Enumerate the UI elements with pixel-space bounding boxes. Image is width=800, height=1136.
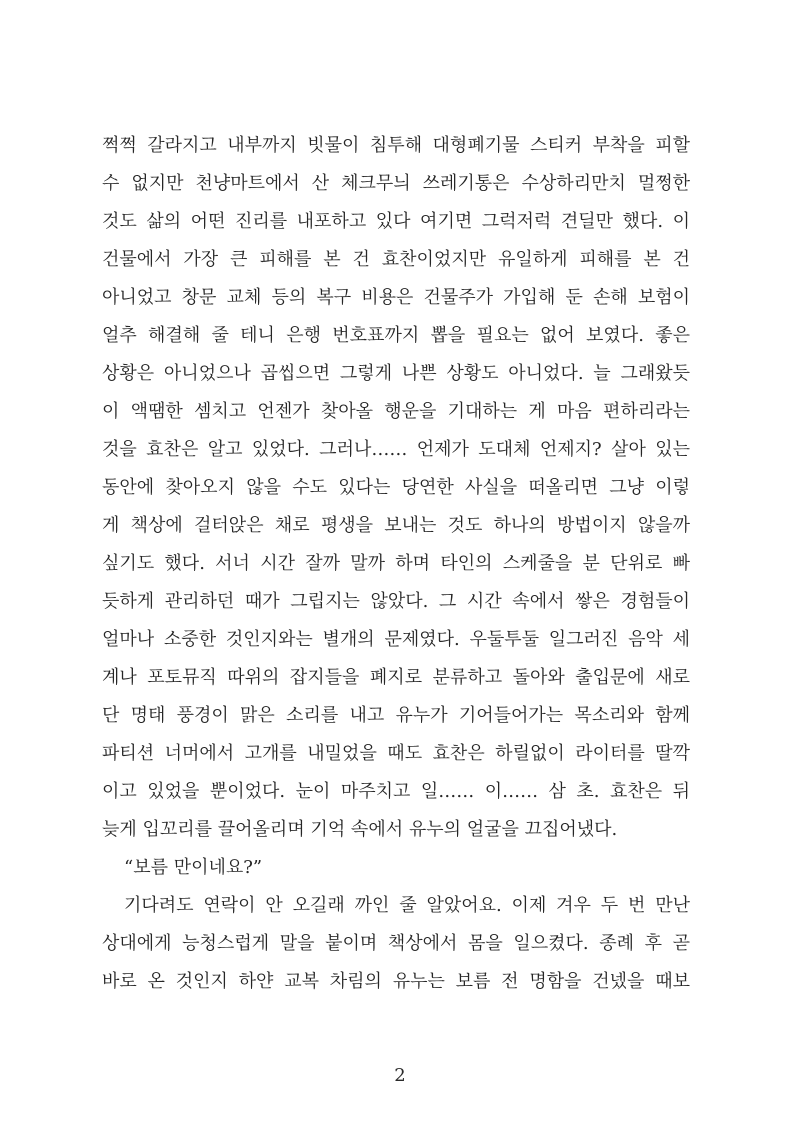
text-line: 단 명태 풍경이 맑은 소리를 내고 유누가 기어들어가는 목소리와 함께 <box>102 705 690 726</box>
text-line: 상황은 아니었으나 곱씹으면 그렇게 나쁜 상황도 아니었다. 늘 그래왔듯 <box>102 363 690 384</box>
text-block <box>102 127 690 1001</box>
text-line: 이 액땜한 셈치고 언젠가 찾아올 행운을 기대하는 게 마음 편하리라는 <box>102 401 690 422</box>
text-line: 얼마나 소중한 것인지와는 별개의 문제였다. 우둘투둘 일그러진 음악 세 <box>102 629 690 650</box>
text-line: 상대에게 능청스럽게 말을 붙이며 책상에서 몸을 일으켰다. 종례 후 곧 <box>102 933 690 954</box>
text-line: 아니었고 창문 교체 등의 복구 비용은 건물주가 가입해 둔 손해 보험이 <box>102 287 690 308</box>
paragraph-dialogue <box>102 849 690 887</box>
paragraph-body <box>102 887 690 1001</box>
text-line: 동안에 찾아오지 않을 수도 있다는 당연한 사실을 떠올리면 그냥 이렇 <box>102 477 690 498</box>
text-line: 얼추 해결해 줄 테니 은행 번호표까지 뽑을 필요는 없어 보였다. 좋은 <box>102 325 690 346</box>
text-line: 듯하게 관리하던 때가 그립지는 않았다. 그 시간 속에서 쌓은 경험들이 <box>102 591 690 612</box>
paragraph-body <box>102 127 690 849</box>
text-line: 게 책상에 걸터앉은 채로 평생을 보내는 것도 하나의 방법이지 않을까 <box>102 515 690 536</box>
page-number: 2 <box>394 1065 406 1086</box>
text-line: 것을 효찬은 알고 있었다. 그러나…… 언제가 도대체 언제지? 살아 있는 <box>102 439 690 460</box>
text-line: 싶기도 했다. 서너 시간 잘까 말까 하며 타인의 스케줄을 분 단위로 빠 <box>102 553 690 574</box>
text-line: 쩍쩍 갈라지고 내부까지 빗물이 침투해 대형폐기물 스티커 부착을 피할 <box>102 135 690 156</box>
text-line: 파티션 너머에서 고개를 내밀었을 때도 효찬은 하릴없이 라이터를 딸깍 <box>102 743 690 764</box>
text-line: 기다려도 연락이 안 오길래 까인 줄 알았어요. 이제 겨우 두 번 만난 <box>124 895 690 916</box>
text-line: 수 없지만 천냥마트에서 산 체크무늬 쓰레기통은 수상하리만치 멀쩡한 <box>102 173 690 194</box>
text-line: 계나 포토뮤직 따위의 잡지들을 폐지로 분류하고 돌아와 출입문에 새로 <box>102 667 690 688</box>
text-line: “보름 만이네요?” <box>124 857 263 878</box>
text-line: 것도 삶의 어떤 진리를 내포하고 있다 여기면 그럭저럭 견딜만 했다. 이 <box>102 211 690 232</box>
text-line: 바로 온 것인지 하얀 교복 차림의 유누는 보름 전 명함을 건넸을 때보 <box>102 971 690 992</box>
text-line: 건물에서 가장 큰 피해를 본 건 효찬이었지만 유일하게 피해를 본 건 <box>102 249 690 270</box>
text-line: 이고 있었을 뿐이었다. 눈이 마주치고 일…… 이…… 삼 초. 효찬은 뒤 <box>102 781 690 802</box>
text-line: 늦게 입꼬리를 끌어올리며 기억 속에서 유누의 얼굴을 끄집어냈다. <box>102 819 618 840</box>
